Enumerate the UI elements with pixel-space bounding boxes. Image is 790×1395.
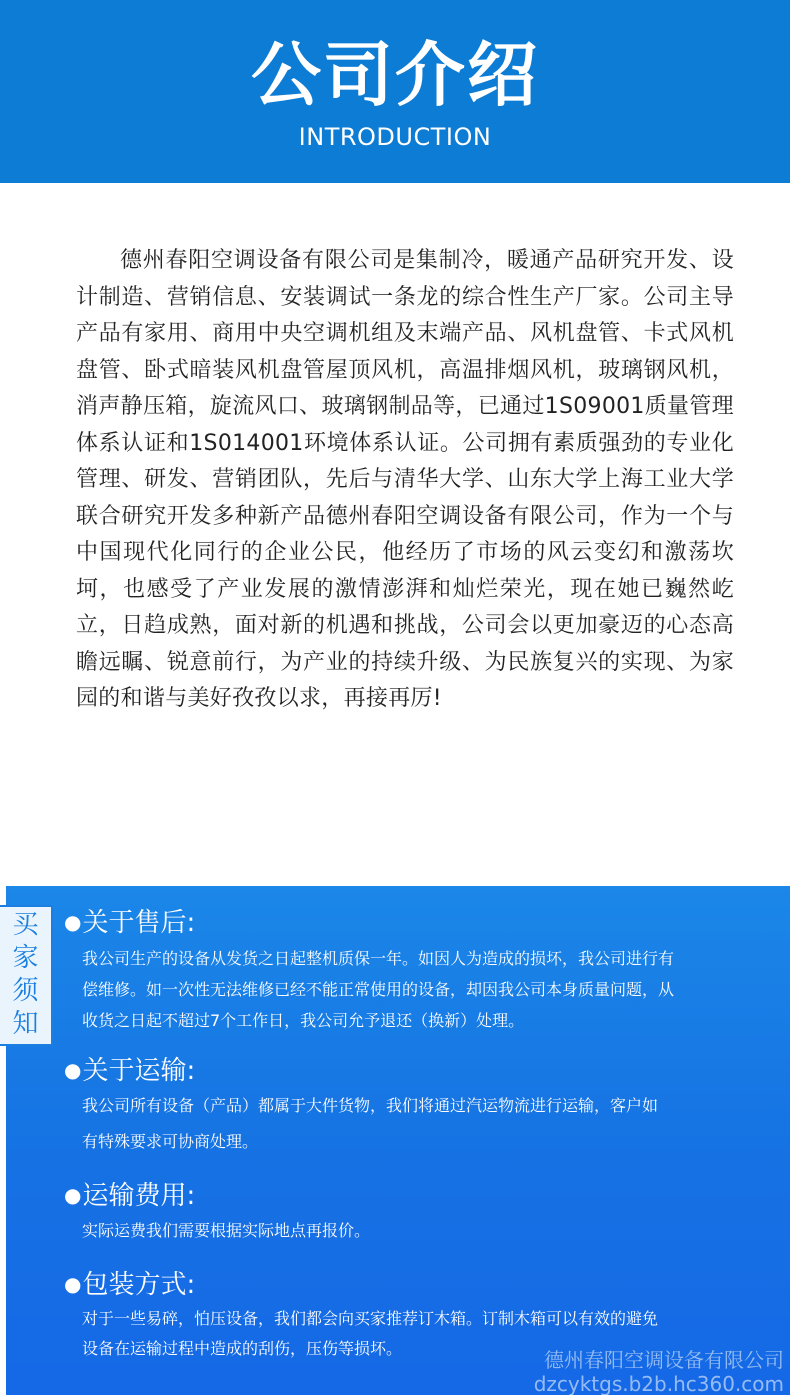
notice-tab-char: 须 xyxy=(12,976,39,1006)
company-intro-text: 德州春阳空调设备有限公司是集制冷，暖通产品研究开发、设计制造、营销信息、安装调试一条龙的综合性生产厂家。公司主导产品有家用、商用中央空调机组及末端产品、风机盘管、卡式风机盘管、卧式暗装风机盘管屋顶风机，高温排烟风机，玻璃钢风机，消声静压箱，旋流风口、玻璃钢制品等，已通过1S09001质量管理体系认证和1S014001环境体系认证。公司拥有素质强劲的专业化管理、研发、营销团队，先后与清华大学、山东大学上海工业大学联合研究开发多种新产品德州春阳空调设备有限公司，作为一个与中国现代化同行的企业公民，他经历了市场的风云变幻和激荡坎坷，也感受了产业发展的激情澎湃和灿烂荣光，现在她已巍然屹立，日趋成熟，面对新的机遇和挑战，公司会以更加豪迈的心态高瞻远瞩、锐意前行，为产业的持续升级、为民族复兴的实现、为家园的和谐与美好孜孜以求，再接再厉! xyxy=(76,248,734,711)
section-body xyxy=(82,1215,784,1247)
watermark-company: 德州春阳空调设备有限公司 xyxy=(544,1348,784,1372)
buyer-notice-tab xyxy=(0,905,53,1046)
notice-tab-char: 买 xyxy=(12,910,39,940)
section-title xyxy=(64,905,784,940)
section-body xyxy=(82,943,784,1036)
section-body xyxy=(82,1088,784,1160)
page-subtitle: INTRODUCTION xyxy=(298,123,492,151)
section-line: 收货之日起不超过7个工作日，我公司允予退还（换新）处理。 xyxy=(82,1011,525,1030)
bullet-icon: ● xyxy=(64,910,82,934)
bullet-icon: ● xyxy=(64,1058,82,1082)
section-title xyxy=(64,1267,784,1302)
section-title xyxy=(64,1053,784,1088)
notice-tab-char: 知 xyxy=(12,1009,39,1039)
shipping-cost-section xyxy=(64,1178,784,1247)
after-sales-section xyxy=(64,905,784,1036)
page-header xyxy=(0,0,790,183)
watermark-url: dzcyktgs.b2b.hc360.com xyxy=(533,1372,784,1395)
section-title xyxy=(64,1178,784,1213)
section-line: 对于一些易碎，怕压设备，我们都会向买家推荐订木箱。订制木箱可以有效的避免 xyxy=(82,1309,659,1328)
section-line: 设备在运输过程中造成的刮伤，压伤等损坏。 xyxy=(82,1339,403,1358)
section-line: 有特殊要求可协商处理。 xyxy=(82,1132,259,1151)
section-title-text: 关于运输: xyxy=(82,1056,196,1086)
bullet-icon: ● xyxy=(64,1272,82,1296)
section-line: 实际运费我们需要根据实际地点再报价。 xyxy=(82,1221,371,1240)
watermark xyxy=(534,1348,784,1395)
section-title-text: 关于售后: xyxy=(82,908,196,938)
section-line: 我公司生产的设备从发货之日起整机质保一年。如因人为造成的损坏，我公司进行有 xyxy=(82,949,675,968)
page-title: 公司介绍 xyxy=(251,34,539,116)
transport-section xyxy=(64,1053,784,1160)
bullet-icon: ● xyxy=(64,1183,82,1207)
notice-tab-char: 家 xyxy=(12,943,39,973)
section-title-text: 包装方式: xyxy=(82,1270,196,1300)
section-title-text: 运输费用: xyxy=(82,1181,196,1211)
section-line: 偿维修。如一次性无法维修已经不能正常使用的设备，却因我公司本身质量问题，从 xyxy=(82,980,675,999)
section-line: 我公司所有设备（产品）都属于大件货物，我们将通过汽运物流进行运输，客户如 xyxy=(82,1096,659,1115)
